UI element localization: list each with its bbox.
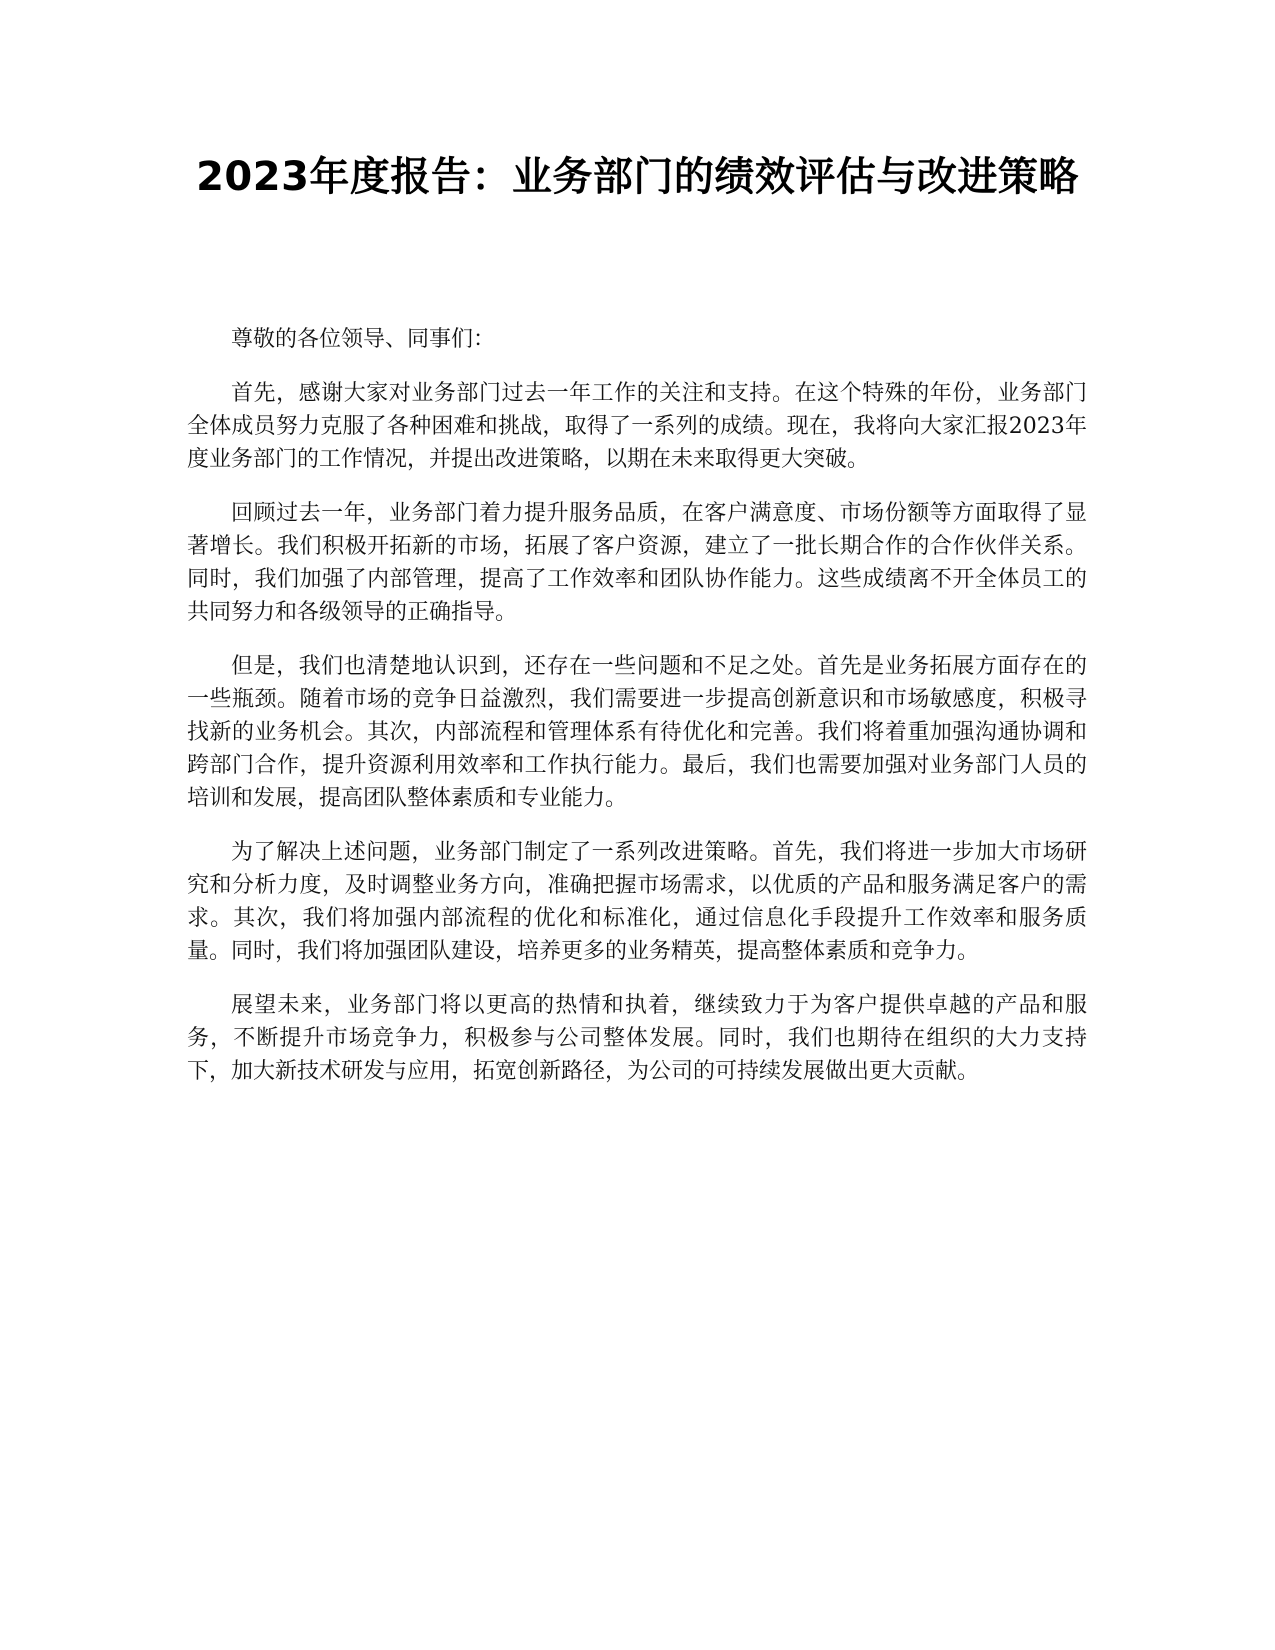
document-body — [187, 323, 1087, 1109]
paragraph-problems: 但是，我们也清楚地认识到，还存在一些问题和不足之处。首先是业务拓展方面存在的一些瓶颈。随着市场的竞争日益激烈，我们需要进一步提高创新意识和市场敏感度，积极寻找新的业务机会。其次，内部流程和管理体系有待优化和完善。我们将着重加强沟通协调和跨部门合作，提升资源利用效率和工作执行能力。最后，我们也需要加强对业务部门人员的培训和发展，提高团队整体素质和专业能力。 — [187, 654, 1087, 811]
paragraph-intro: 首先，感谢大家对业务部门过去一年工作的关注和支持。在这个特殊的年份，业务部门全体成员努力克服了各种困难和挑战，取得了一系列的成绩。现在，我将向大家汇报2023年度业务部门的工作情况，并提出改进策略，以期在未来取得更大突破。 — [187, 381, 1087, 472]
salutation: 尊敬的各位领导、同事们： — [231, 327, 496, 352]
paragraph-strategies: 为了解决上述问题，业务部门制定了一系列改进策略。首先，我们将进一步加大市场研究和分析力度，及时调整业务方向，准确把握市场需求，以优质的产品和服务满足客户的需求。其次，我们将加强内部流程的优化和标准化，通过信息化手段提升工作效率和服务质量。同时，我们将加强团队建设，培养更多的业务精英，提高整体素质和竞争力。 — [187, 840, 1087, 964]
document-title: 2023年度报告：业务部门的绩效评估与改进策略 — [196, 154, 1079, 200]
paragraph-outlook: 展望未来，业务部门将以更高的热情和执着，继续致力于为客户提供卓越的产品和服务，不断提升市场竞争力，积极参与公司整体发展。同时，我们也期待在组织的大力支持下，加大新技术研发与应用，拓宽创新路径，为公司的可持续发展做出更大贡献。 — [187, 993, 1087, 1084]
paragraph-review: 回顾过去一年，业务部门着力提升服务品质，在客户满意度、市场份额等方面取得了显著增长。我们积极开拓新的市场，拓展了客户资源，建立了一批长期合作的合作伙伴关系。同时，我们加强了内部管理，提高了工作效率和团队协作能力。这些成绩离不开全体员工的共同努力和各级领导的正确指导。 — [187, 501, 1087, 625]
